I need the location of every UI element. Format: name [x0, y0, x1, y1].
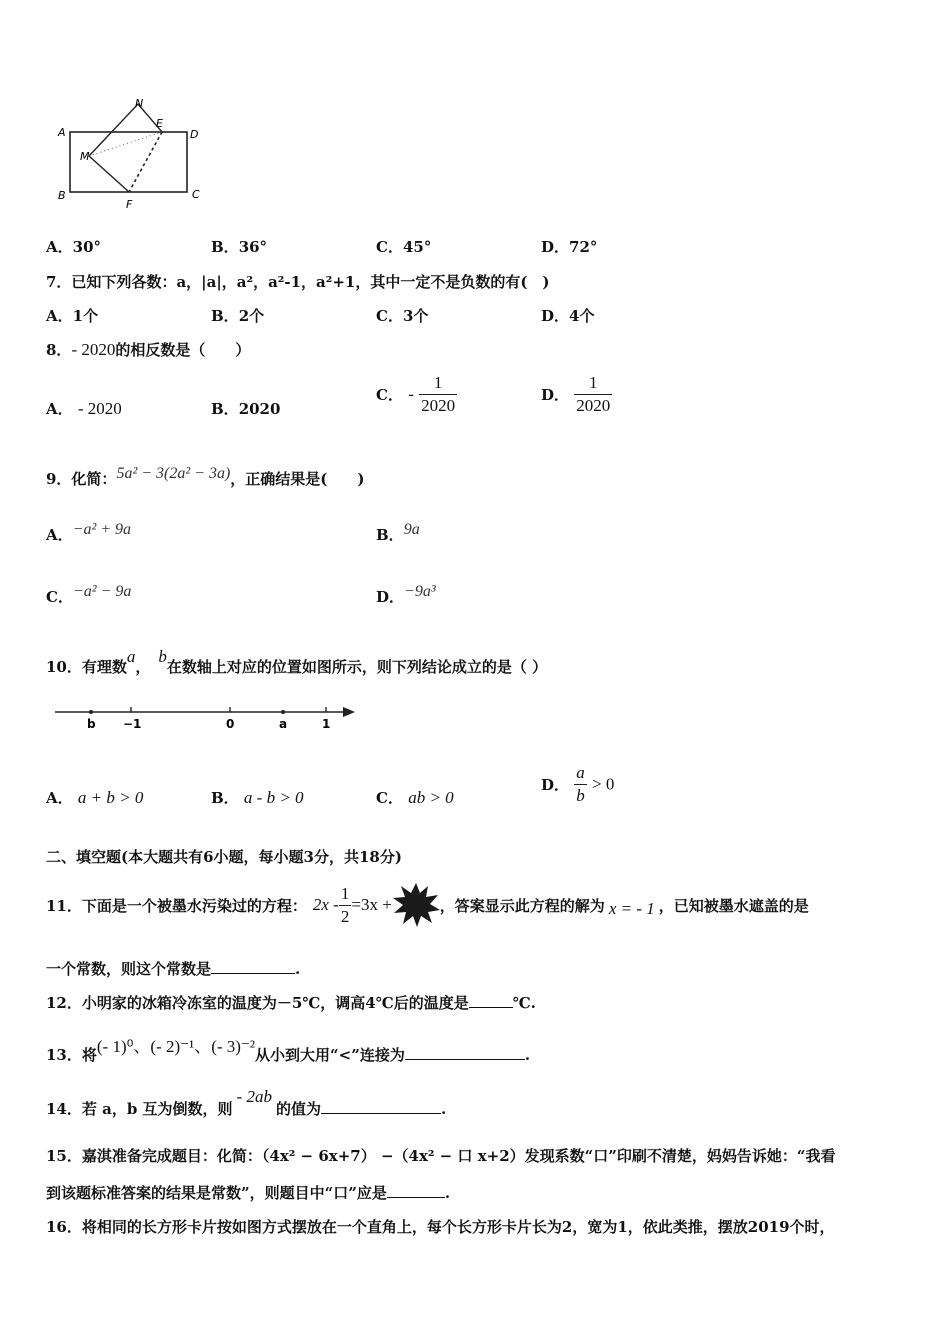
- q10-option-c: C． ab > 0: [376, 788, 454, 807]
- answer-blank: [387, 1183, 445, 1198]
- rectangle-fold-figure: [52, 96, 212, 214]
- q9-option-c: C．−a² − 9a: [46, 583, 132, 606]
- fold-line-mne: [89, 104, 162, 156]
- label-f: F: [126, 198, 133, 211]
- q9-stem: 9．化简：5a² − 3(2a² − 3a)，正确结果是( ): [46, 465, 365, 488]
- q15-line2: 到该题标准答案的结果是常数”，则题目中“口”应是 .: [46, 1184, 451, 1202]
- q13: 13．将(- 1)⁰、(- 2)⁻¹、(- 3)⁻²从小到大用“<”连接为 .: [46, 1037, 531, 1064]
- q16: 16．将相同的长方形卡片按如图方式摆放在一个直角上，每个长方形卡片长为2，宽为1，依此类推，摆放2019个时，: [46, 1218, 835, 1236]
- number-line: [55, 700, 360, 734]
- q8-option-a: A． - 2020: [46, 399, 122, 418]
- q10-option-b: B． a - b > 0: [211, 788, 304, 807]
- q6-option-a: A．30°: [46, 238, 102, 256]
- q11-line2: 一个常数，则这个常数是 .: [46, 960, 301, 978]
- label-a: A: [58, 126, 66, 139]
- label-m: M: [80, 150, 90, 163]
- section-heading: 二、填空题(本大题共有6小题，每小题3分，共18分): [46, 848, 402, 866]
- q7-option-c: C．3个: [376, 307, 429, 325]
- answer-blank: [405, 1045, 525, 1060]
- label-0: 0: [226, 717, 235, 731]
- label-a: a: [279, 717, 288, 731]
- answer-blank: [321, 1099, 441, 1114]
- dashed-line-ef: [129, 132, 162, 192]
- arrow-right-icon: [343, 707, 355, 717]
- label-neg1: −1: [123, 717, 142, 731]
- q10-option-d: D． $\frac{a}{b}$ > 0: [541, 763, 615, 805]
- line-mf: [89, 156, 129, 192]
- q9-option-b: B．9a: [376, 521, 420, 544]
- q9-option-a: A．−a² + 9a: [46, 521, 132, 544]
- q14: 14．若 a，b 互为倒数，则- 2ab的值为 .: [46, 1087, 447, 1118]
- answer-blank: [211, 959, 295, 974]
- q6-option-b: B．36°: [211, 238, 268, 256]
- label-e: E: [156, 117, 163, 130]
- q15-line1: 15．嘉淇准备完成题目：化简：（4x² − 6x+7） −（4x² − 口 x+2）发现系数“口”印刷不清楚，妈妈告诉她：“我看: [46, 1147, 836, 1165]
- ink-blot-icon: [392, 883, 440, 927]
- label-n: N: [135, 97, 144, 110]
- q12: 12．小明家的冰箱冷冻室的温度为－5℃，调高4℃后的温度是 ℃.: [46, 994, 536, 1012]
- q8-option-c: C． - $\frac{1}{2020}$: [376, 373, 456, 415]
- point-a: [281, 710, 285, 714]
- label-1: 1: [322, 717, 331, 731]
- fraction: $\frac{1}{2020}$: [576, 373, 611, 415]
- q9-option-d: D．−9a³: [376, 583, 436, 606]
- q8-stem: 8．- 2020的相反数是（ ）: [46, 340, 251, 359]
- q6-option-d: D．72°: [541, 238, 598, 256]
- fraction: $\frac{1}{2020}$: [421, 373, 456, 415]
- label-d: D: [190, 128, 199, 141]
- q7-option-a: A．1个: [46, 307, 99, 325]
- label-b: b: [87, 717, 96, 731]
- label-c: C: [192, 188, 200, 201]
- q10-stem: 10．有理数a，b在数轴上对应的位置如图所示，则下列结论成立的是（ ）: [46, 647, 548, 676]
- q11-line1: 11．下面是一个被墨水污染过的方程： 2x - $\frac{1}{2}$ =3x + ，答案显示此方程的解为 x = - 1 ，已知被墨水遮盖的是: [46, 883, 809, 926]
- q7-option-d: D．4个: [541, 307, 595, 325]
- q10-option-a: A． a + b > 0: [46, 788, 144, 807]
- q8-option-d: D． $\frac{1}{2020}$: [541, 373, 611, 415]
- q7-stem: 7．已知下列各数：a，|a|，a²，a²-1，a²+1，其中一定不是负数的有( ): [46, 273, 550, 291]
- answer-blank: [469, 993, 513, 1008]
- q6-option-c: C．45°: [376, 238, 432, 256]
- label-b: B: [58, 189, 66, 202]
- q8-option-b: B．2020: [211, 400, 281, 418]
- point-b: [89, 710, 93, 714]
- q7-option-b: B．2个: [211, 307, 265, 325]
